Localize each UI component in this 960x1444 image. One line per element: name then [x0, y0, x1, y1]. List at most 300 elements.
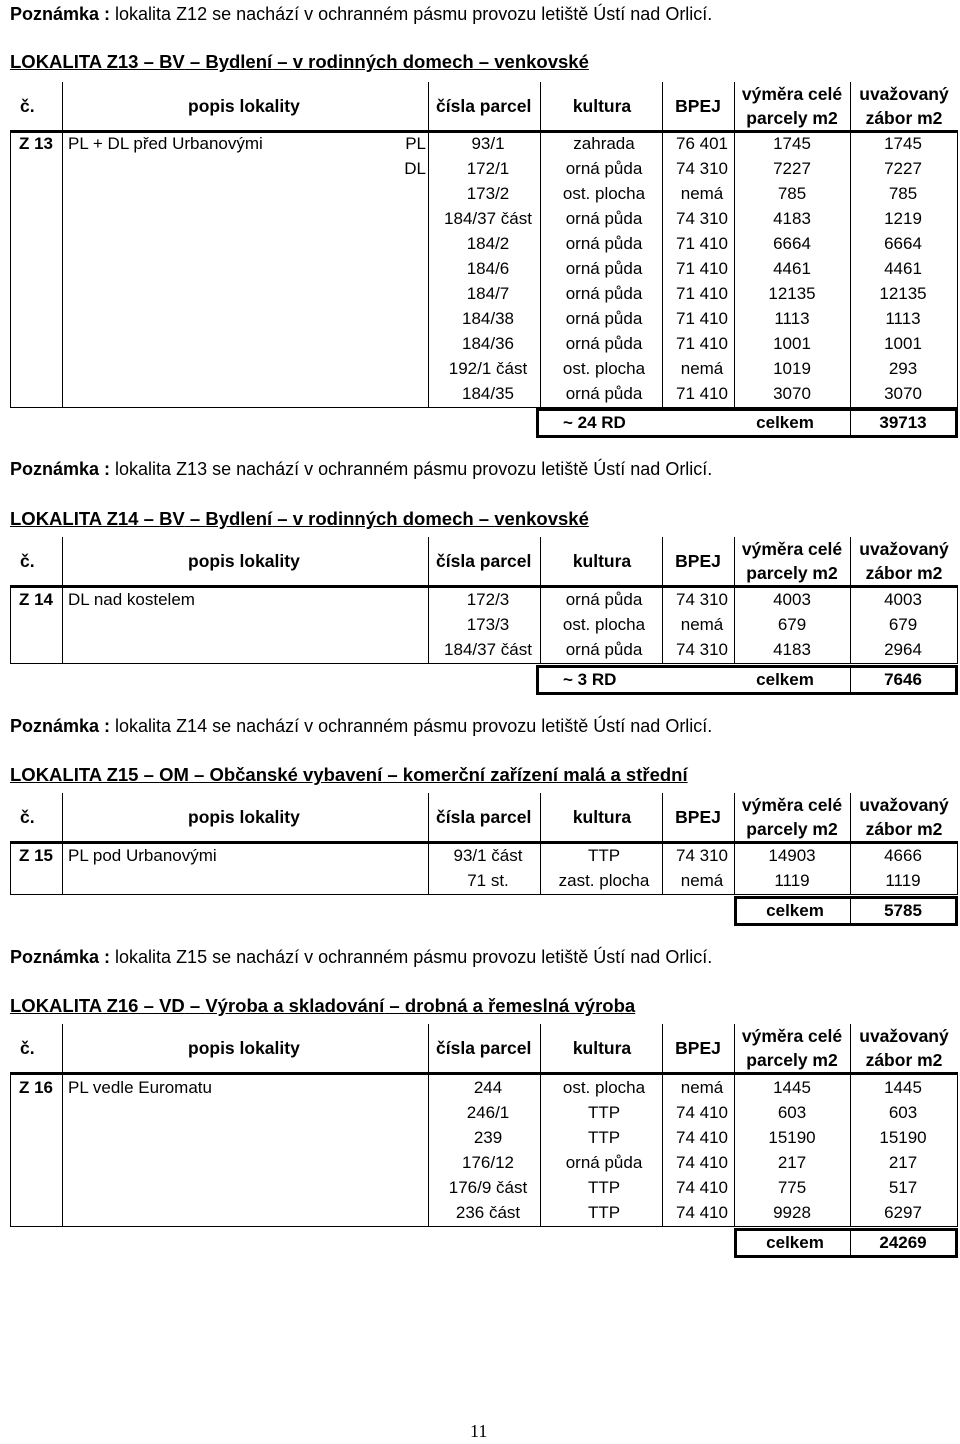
column-divider: [850, 131, 851, 408]
parcel-kultura: ost. plocha: [562, 1078, 646, 1097]
parcel-bpej: 71 410: [676, 309, 728, 328]
parcel-vymera: 9928: [773, 1203, 811, 1222]
parcel-zabor: 2964: [884, 640, 922, 659]
parcel-bpej: 74 310: [676, 590, 728, 609]
lokalita-popis: DL nad kostelem: [68, 590, 195, 609]
parcel-zabor: 3070: [884, 384, 922, 403]
parcel-bpej: nemá: [680, 871, 724, 890]
parcel-number: 71 st.: [467, 871, 509, 890]
parcel-bpej: nemá: [680, 184, 724, 203]
section-title: [10, 508, 589, 530]
lokalita-id: Z 16: [18, 1078, 54, 1097]
section-note: [10, 947, 712, 968]
header-divider: [734, 1024, 735, 1072]
parcel-vymera: 785: [777, 184, 807, 203]
lokalita-popis: PL pod Urbanovými: [68, 846, 217, 865]
note-text: lokalita Z13 se nachází v ochranném pásmu provozu letiště Ústí nad Orlicí.: [110, 459, 713, 479]
column-divider: [62, 1075, 63, 1227]
table-row: [10, 331, 958, 356]
note-text: lokalita Z12 se nachází v ochranném pásmu provozu letiště Ústí nad Orlicí.: [110, 4, 713, 24]
header-vymera-line1: výměra celé: [741, 539, 843, 559]
table-row: [10, 206, 958, 231]
data-table: [10, 587, 958, 664]
column-divider: [734, 587, 735, 664]
parcel-number: 184/6: [466, 259, 510, 278]
parcel-vymera: 12135: [768, 284, 816, 303]
parcel-zabor: 4003: [884, 590, 922, 609]
title-separator: –: [138, 51, 160, 72]
parcel-zabor: 15190: [879, 1128, 927, 1147]
title-part: LOKALITA Z14: [10, 508, 139, 529]
parcel-kultura: zast. plocha: [558, 871, 650, 890]
section-title: [10, 764, 688, 786]
parcel-kultura: orná půda: [565, 159, 643, 178]
parcel-vymera: 1001: [773, 334, 811, 353]
header-kultura: kultura: [572, 551, 632, 571]
table-header: [10, 1024, 958, 1075]
parcel-bpej: nemá: [680, 615, 724, 634]
parcel-vymera: 15190: [768, 1128, 816, 1147]
title-separator: –: [184, 51, 206, 72]
lokalita-subtype: DL: [404, 159, 426, 178]
title-part: OM: [159, 764, 189, 785]
title-part: BV: [159, 51, 185, 72]
title-separator: –: [184, 508, 206, 529]
parcel-vymera: 1113: [774, 309, 810, 328]
header-zabor-line1: uvažovaný: [859, 1026, 949, 1046]
section-title: [10, 51, 589, 73]
section-note: [10, 716, 712, 737]
note-label: Poznámka :: [10, 947, 111, 967]
header-divider: [850, 537, 851, 585]
title-part: LOKALITA Z16: [10, 995, 139, 1016]
column-divider: [734, 131, 735, 408]
parcel-zabor: 1219: [884, 209, 922, 228]
header-vymera-line2: parcely m2: [746, 563, 838, 583]
column-divider: [734, 1075, 735, 1227]
column-divider: [662, 131, 663, 408]
parcel-kultura: orná půda: [565, 384, 643, 403]
parcel-vymera: 4461: [773, 259, 811, 278]
column-divider: [428, 1075, 429, 1227]
right-border: [957, 1075, 958, 1227]
table-row: [10, 637, 958, 662]
title-separator: –: [272, 51, 293, 72]
parcel-kultura: TTP: [587, 1128, 621, 1147]
header-parcely: čísla parcel: [436, 96, 532, 116]
table-bottom-border: [10, 894, 958, 895]
table-row: [10, 356, 958, 381]
parcel-zabor: 293: [888, 359, 918, 378]
header-bpej: BPEJ: [675, 96, 721, 116]
parcel-zabor: 603: [888, 1103, 918, 1122]
summary-label: celkem: [756, 670, 814, 689]
data-table: [10, 843, 958, 895]
column-divider: [428, 131, 429, 408]
title-separator: –: [272, 508, 293, 529]
header-divider: [428, 82, 429, 130]
header-vymera-line2: parcely m2: [746, 1050, 838, 1070]
column-divider: [540, 131, 541, 408]
parcel-number: 176/9 část: [448, 1178, 528, 1197]
column-divider: [662, 1075, 663, 1227]
summary-box: [734, 1228, 958, 1258]
summary-box: [734, 896, 958, 926]
parcel-vymera: 6664: [773, 234, 811, 253]
parcel-zabor: 6297: [884, 1203, 922, 1222]
title-separator: –: [473, 51, 495, 72]
header-bpej: BPEJ: [675, 807, 721, 827]
summary-label: celkem: [766, 901, 824, 920]
parcel-number: 244: [473, 1078, 503, 1097]
parcel-number: 184/37 část: [444, 640, 532, 659]
left-border: [10, 131, 11, 408]
header-divider: [62, 537, 63, 585]
header-vymera-line2: parcely m2: [746, 819, 838, 839]
parcel-number: 246/1: [466, 1103, 510, 1122]
title-part: LOKALITA Z15: [10, 764, 139, 785]
header-divider: [62, 793, 63, 841]
summary-rd-count: ~ 3 RD: [563, 670, 617, 689]
parcel-vymera: 4003: [773, 590, 811, 609]
header-popis: popis lokality: [188, 807, 300, 827]
header-kultura: kultura: [572, 96, 632, 116]
parcel-zabor: 679: [888, 615, 918, 634]
header-divider: [540, 1024, 541, 1072]
header-zabor-line2: zábor m2: [865, 1050, 943, 1070]
title-part: venkovské: [494, 51, 589, 72]
header-popis: popis lokality: [188, 96, 300, 116]
table-row: [10, 256, 958, 281]
left-border: [10, 843, 11, 895]
header-zabor-line2: zábor m2: [865, 108, 943, 128]
table-row: [10, 281, 958, 306]
title-separator: –: [138, 764, 160, 785]
header-zabor-line2: zábor m2: [865, 563, 943, 583]
parcel-vymera: 4183: [773, 209, 811, 228]
parcel-kultura: orná půda: [565, 209, 643, 228]
header-bpej: BPEJ: [675, 1038, 721, 1058]
lokalita-id: Z 15: [18, 846, 54, 865]
parcel-kultura: orná půda: [565, 259, 643, 278]
parcel-zabor: 7227: [884, 159, 922, 178]
parcel-kultura: TTP: [587, 1178, 621, 1197]
title-separator: –: [188, 764, 210, 785]
table-row: [10, 1100, 958, 1125]
parcel-zabor: 1745: [884, 134, 922, 153]
title-part: Výroba a skladování: [205, 995, 385, 1016]
header-divider: [850, 793, 851, 841]
header-divider: [540, 82, 541, 130]
header-divider: [540, 793, 541, 841]
note-label: Poznámka :: [10, 716, 111, 736]
lokalita-id: Z 14: [18, 590, 54, 609]
parcel-kultura: TTP: [587, 1203, 621, 1222]
parcel-number: 184/36: [462, 334, 514, 353]
title-part: LOKALITA Z13: [10, 51, 139, 72]
parcel-number: 184/35: [462, 384, 514, 403]
parcel-zabor: 6664: [884, 234, 922, 253]
parcel-kultura: orná půda: [565, 334, 643, 353]
parcel-kultura: orná půda: [565, 284, 643, 303]
parcel-zabor: 4461: [884, 259, 922, 278]
parcel-zabor: 1445: [884, 1078, 922, 1097]
parcel-kultura: orná půda: [565, 590, 643, 609]
table-row: [10, 587, 958, 612]
parcel-vymera: 1745: [773, 134, 811, 153]
table-row: [10, 1175, 958, 1200]
top-note: [10, 4, 712, 25]
header-cislo: č.: [20, 96, 35, 116]
header-parcely: čísla parcel: [436, 551, 532, 571]
parcel-bpej: 74 410: [676, 1153, 728, 1172]
parcel-vymera: 1019: [773, 359, 811, 378]
parcel-vymera: 4183: [773, 640, 811, 659]
note-text: lokalita Z15 se nachází v ochranném pásmu provozu letiště Ústí nad Orlicí.: [110, 947, 713, 967]
header-divider: [734, 537, 735, 585]
parcel-bpej: 74 410: [676, 1203, 728, 1222]
table-header: [10, 793, 958, 844]
parcel-zabor: 12135: [879, 284, 927, 303]
data-table: [10, 1075, 958, 1227]
parcel-number: 93/1: [471, 134, 505, 153]
parcel-bpej: 71 410: [676, 234, 728, 253]
parcel-vymera: 603: [777, 1103, 807, 1122]
table-row: [10, 1150, 958, 1175]
parcel-bpej: 74 310: [676, 846, 728, 865]
title-part: drobná a řemeslná výroba: [404, 995, 636, 1016]
parcel-kultura: orná půda: [565, 309, 643, 328]
parcel-bpej: 71 410: [676, 284, 728, 303]
table-row: [10, 381, 958, 406]
header-divider: [662, 537, 663, 585]
data-table: [10, 131, 958, 408]
title-part: VD: [159, 995, 185, 1016]
column-divider: [850, 843, 851, 895]
parcel-zabor: 1113: [885, 309, 921, 328]
parcel-kultura: ost. plocha: [562, 359, 646, 378]
column-divider: [540, 587, 541, 664]
summary-box: [536, 665, 958, 695]
summary-total: 7646: [884, 670, 922, 689]
note-label: Poznámka :: [10, 4, 111, 24]
table-row: [10, 156, 958, 181]
parcel-vymera: 7227: [773, 159, 811, 178]
column-divider: [428, 843, 429, 895]
parcel-number: 184/37 část: [444, 209, 532, 228]
title-part: Bydlení: [205, 51, 273, 72]
title-part: v rodinných domech: [292, 51, 474, 72]
parcel-bpej: 74 310: [676, 209, 728, 228]
header-divider: [62, 1024, 63, 1072]
lokalita-id: Z 13: [18, 134, 54, 153]
table-row: [10, 131, 958, 156]
header-bpej: BPEJ: [675, 551, 721, 571]
parcel-vymera: 1445: [773, 1078, 811, 1097]
header-vymera-line1: výměra celé: [741, 1026, 843, 1046]
table-row: [10, 181, 958, 206]
lokalita-popis: PL + DL před Urbanovými: [68, 134, 263, 153]
right-border: [957, 131, 958, 408]
header-parcely: čísla parcel: [436, 807, 532, 827]
parcel-bpej: 74 410: [676, 1103, 728, 1122]
parcel-bpej: nemá: [680, 1078, 724, 1097]
summary-label: celkem: [766, 1233, 824, 1252]
column-divider: [850, 1075, 851, 1227]
header-divider: [850, 1024, 851, 1072]
header-vymera-line1: výměra celé: [741, 795, 843, 815]
summary-rd-count: ~ 24 RD: [563, 413, 626, 432]
title-part: BV: [159, 508, 185, 529]
header-vymera-line1: výměra celé: [741, 84, 843, 104]
header-divider: [850, 82, 851, 130]
header-zabor-line1: uvažovaný: [859, 84, 949, 104]
summary-box: [536, 408, 958, 438]
parcel-number: 184/2: [466, 234, 510, 253]
title-separator: –: [473, 508, 495, 529]
header-vymera-line2: parcely m2: [746, 108, 838, 128]
summary-total: 5785: [884, 901, 922, 920]
parcel-number: 236 část: [455, 1203, 521, 1222]
parcel-kultura: TTP: [587, 846, 621, 865]
header-zabor-line1: uvažovaný: [859, 795, 949, 815]
column-divider: [850, 587, 851, 664]
title-separator: –: [382, 764, 403, 785]
table-row: [10, 612, 958, 637]
note-label: Poznámka :: [10, 459, 111, 479]
parcel-vymera: 217: [777, 1153, 807, 1172]
summary-total: 39713: [879, 413, 927, 432]
parcel-vymera: 679: [777, 615, 807, 634]
lokalita-subtype: PL: [405, 134, 426, 153]
header-divider: [62, 82, 63, 130]
table-row: [10, 231, 958, 256]
parcel-number: 173/3: [466, 615, 510, 634]
parcel-zabor: 517: [888, 1178, 918, 1197]
parcel-kultura: TTP: [587, 1103, 621, 1122]
parcel-number: 172/3: [466, 590, 510, 609]
title-part: Občanské vybavení: [209, 764, 383, 785]
column-divider: [662, 587, 663, 664]
parcel-vymera: 3070: [773, 384, 811, 403]
parcel-bpej: 74 410: [676, 1178, 728, 1197]
parcel-bpej: 74 310: [676, 640, 728, 659]
title-part: Bydlení: [205, 508, 273, 529]
header-parcely: čísla parcel: [436, 1038, 532, 1058]
lokalita-popis: PL vedle Euromatu: [68, 1078, 212, 1097]
title-part: komerční zařízení malá a střední: [402, 764, 688, 785]
left-border: [10, 1075, 11, 1227]
section-note: [10, 459, 712, 480]
parcel-number: 239: [473, 1128, 503, 1147]
header-cislo: č.: [20, 1038, 35, 1058]
header-divider: [662, 82, 663, 130]
parcel-number: 184/7: [466, 284, 510, 303]
table-row: [10, 868, 958, 893]
header-popis: popis lokality: [188, 551, 300, 571]
header-zabor-line1: uvažovaný: [859, 539, 949, 559]
parcel-bpej: 71 410: [676, 334, 728, 353]
table-header: [10, 82, 958, 133]
column-divider: [734, 843, 735, 895]
header-cislo: č.: [20, 807, 35, 827]
header-divider: [540, 537, 541, 585]
parcel-vymera: 775: [777, 1178, 807, 1197]
right-border: [957, 843, 958, 895]
parcel-bpej: 71 410: [676, 259, 728, 278]
title-separator: –: [184, 995, 206, 1016]
header-divider: [662, 793, 663, 841]
header-kultura: kultura: [572, 807, 632, 827]
table-bottom-border: [10, 1226, 958, 1227]
header-cislo: č.: [20, 551, 35, 571]
parcel-number: 192/1 část: [448, 359, 528, 378]
left-border: [10, 587, 11, 664]
parcel-vymera: 14903: [768, 846, 816, 865]
header-divider: [428, 537, 429, 585]
header-divider: [428, 793, 429, 841]
note-text: lokalita Z14 se nachází v ochranném pásmu provozu letiště Ústí nad Orlicí.: [110, 716, 713, 736]
title-separator: –: [384, 995, 405, 1016]
parcel-zabor: 1119: [885, 871, 921, 890]
title-part: venkovské: [494, 508, 589, 529]
parcel-bpej: nemá: [680, 359, 724, 378]
header-zabor-line2: zábor m2: [865, 819, 943, 839]
parcel-kultura: ost. plocha: [562, 184, 646, 203]
parcel-kultura: orná půda: [565, 640, 643, 659]
header-popis: popis lokality: [188, 1038, 300, 1058]
parcel-bpej: 74 310: [676, 159, 728, 178]
column-divider: [662, 843, 663, 895]
page-number: 11: [470, 1421, 488, 1441]
parcel-kultura: zahrada: [573, 134, 635, 153]
parcel-number: 172/1: [466, 159, 510, 178]
parcel-kultura: orná půda: [565, 234, 643, 253]
parcel-kultura: ost. plocha: [562, 615, 646, 634]
header-kultura: kultura: [572, 1038, 632, 1058]
table-bottom-border: [10, 663, 958, 664]
parcel-bpej: 76 401: [676, 134, 728, 153]
parcel-number: 184/38: [462, 309, 514, 328]
table-row: [10, 1075, 958, 1100]
column-divider: [62, 587, 63, 664]
header-divider: [734, 793, 735, 841]
right-border: [957, 587, 958, 664]
column-divider: [62, 843, 63, 895]
header-divider: [662, 1024, 663, 1072]
parcel-zabor: 785: [888, 184, 918, 203]
column-divider: [62, 131, 63, 408]
summary-total: 24269: [879, 1233, 927, 1252]
parcel-bpej: 74 410: [676, 1128, 728, 1147]
parcel-number: 93/1 část: [453, 846, 523, 865]
column-divider: [540, 1075, 541, 1227]
header-divider: [734, 82, 735, 130]
column-divider: [428, 587, 429, 664]
title-separator: –: [138, 508, 160, 529]
title-part: v rodinných domech: [292, 508, 474, 529]
table-row: [10, 1125, 958, 1150]
table-row: [10, 306, 958, 331]
column-divider: [540, 843, 541, 895]
section-title: [10, 995, 635, 1017]
parcel-kultura: orná půda: [565, 1153, 643, 1172]
parcel-number: 176/12: [462, 1153, 514, 1172]
parcel-zabor: 4666: [884, 846, 922, 865]
parcel-zabor: 1001: [884, 334, 922, 353]
table-row: [10, 843, 958, 868]
parcel-number: 173/2: [466, 184, 510, 203]
